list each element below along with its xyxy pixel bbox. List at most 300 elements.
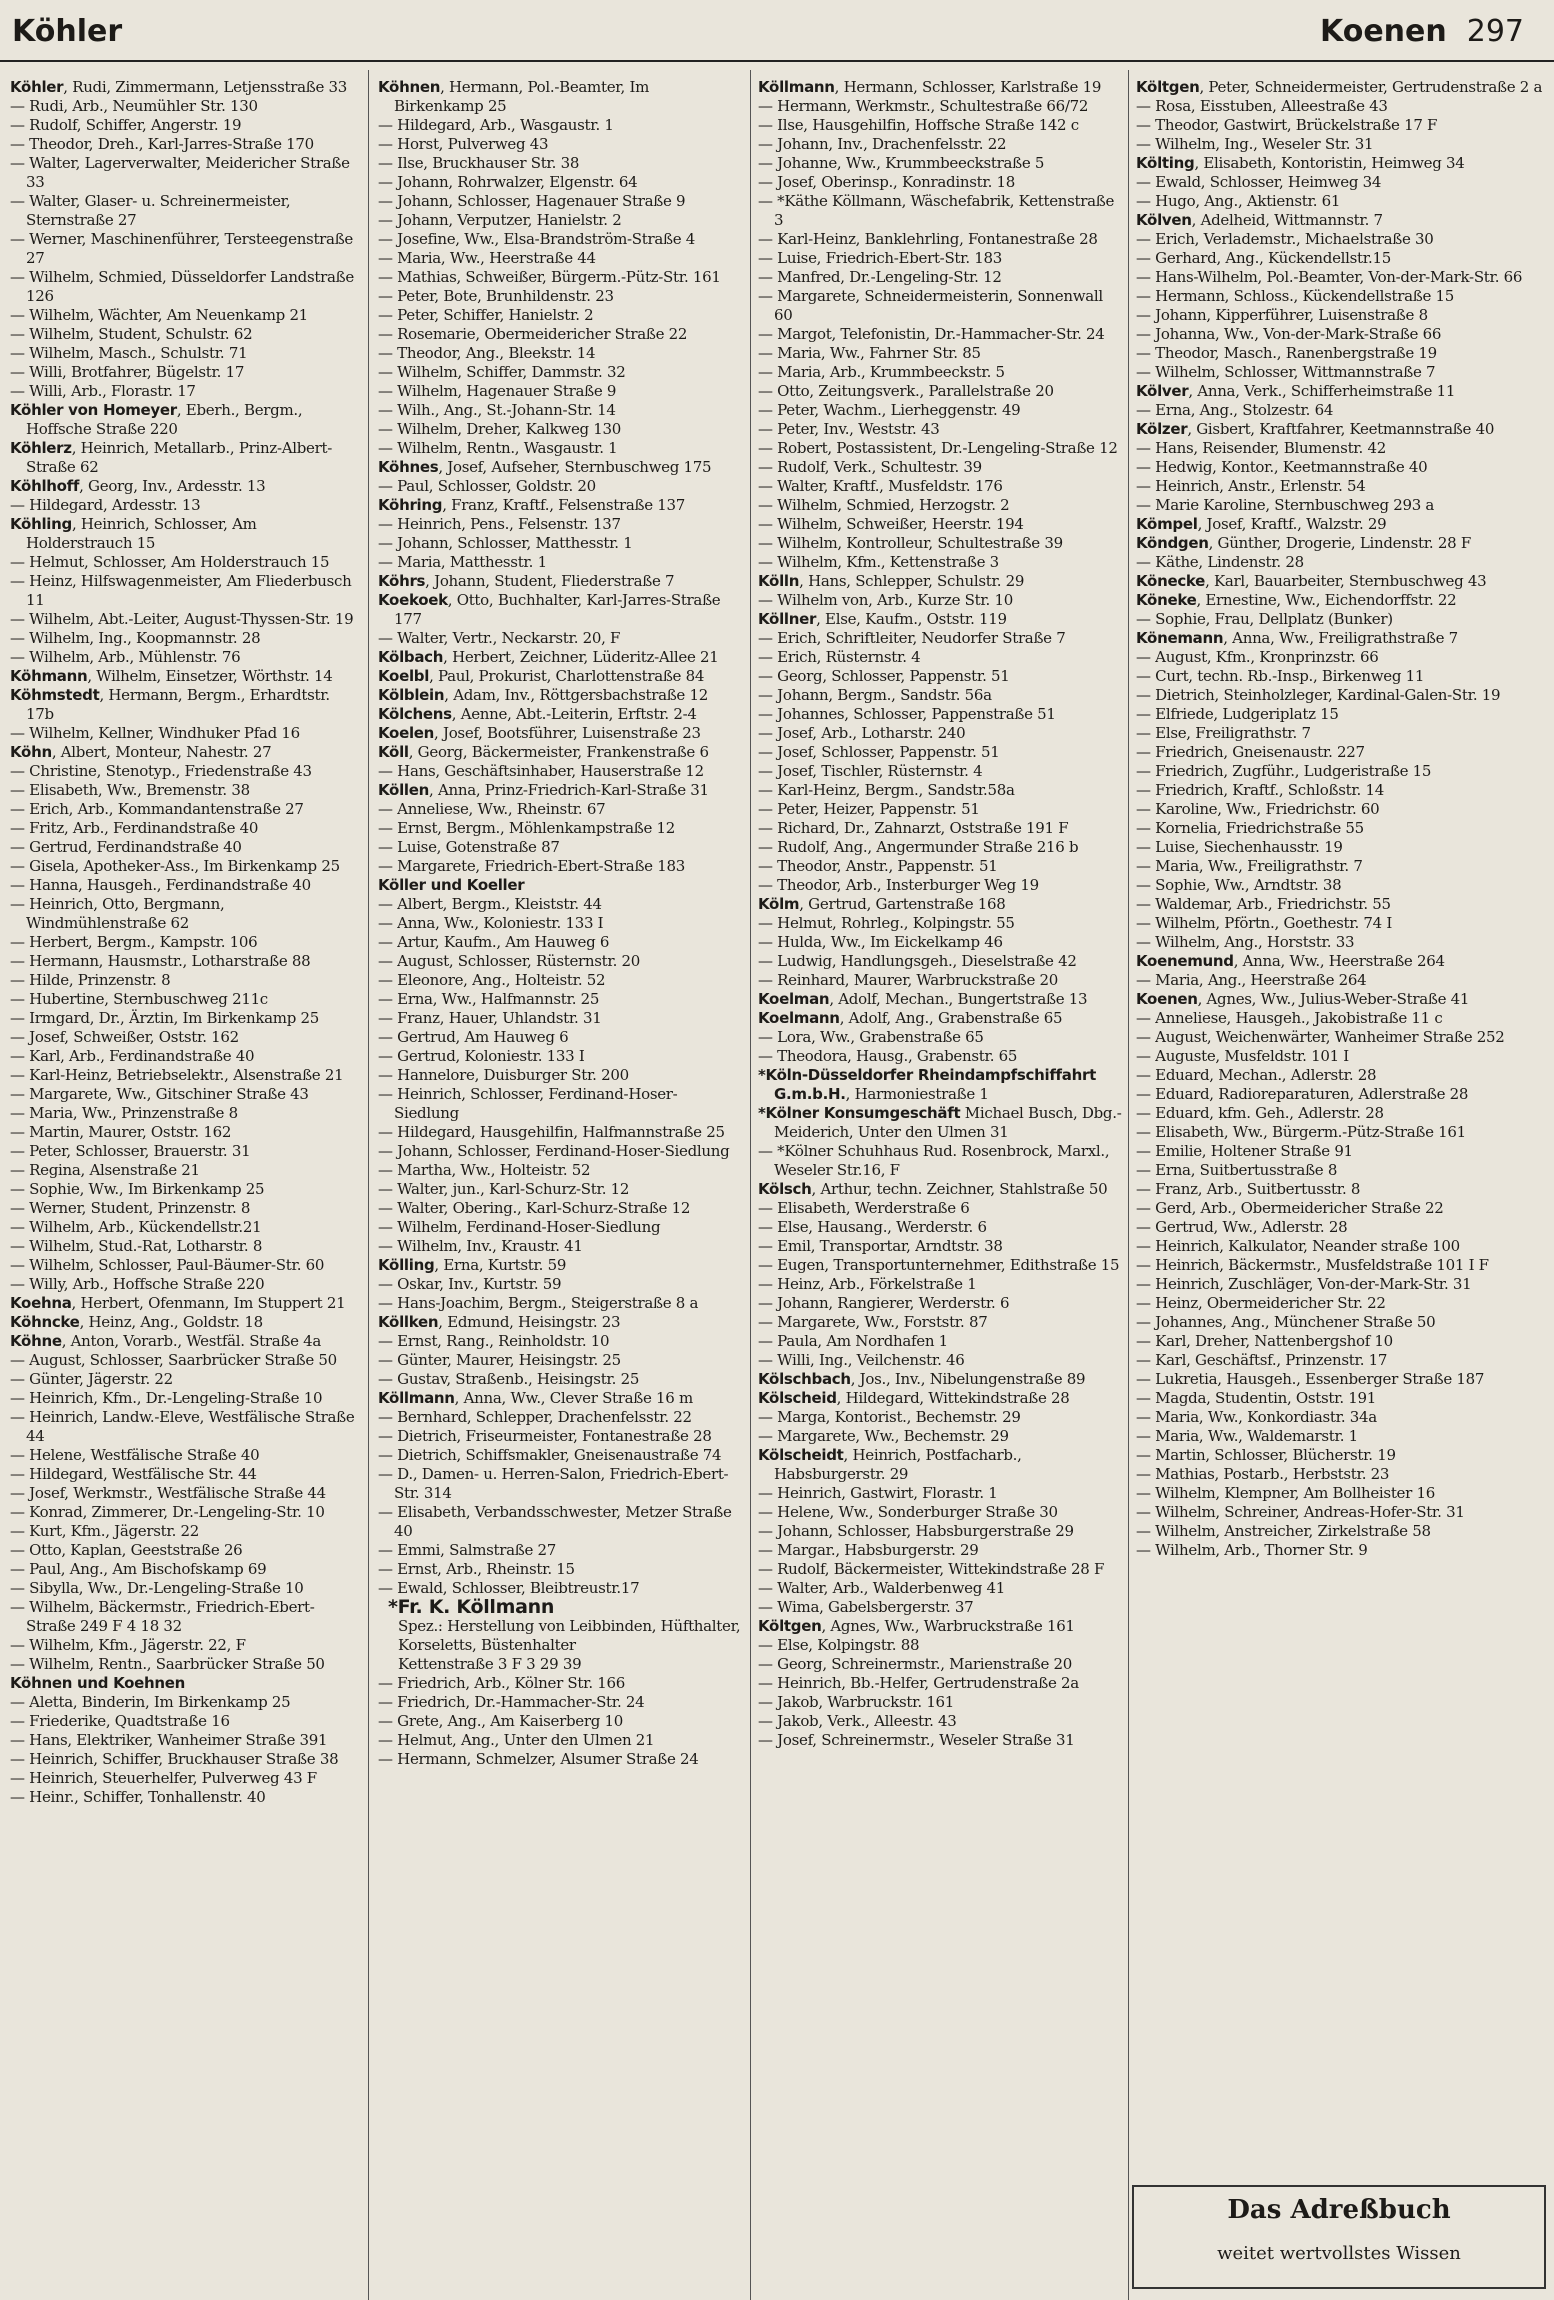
directory-entry: — D., Damen- u. Herren-Salon, Friedrich-Ebert-Str. 314 bbox=[378, 1465, 729, 1502]
directory-entry: — Wilhelm, Kellner, Windhuker Pfad 16 bbox=[10, 724, 300, 742]
directory-entry: — Wilhelm, Schlosser, Wittmannstraße 7 bbox=[1136, 363, 1436, 381]
directory-entry: — August, Schlosser, Rüsternstr. 20 bbox=[378, 952, 641, 970]
directory-entry: — Gisela, Apotheker-Ass., Im Birkenkamp 25 bbox=[10, 857, 340, 875]
directory-entry: — Hans, Reisender, Blumenstr. 42 bbox=[1136, 439, 1386, 457]
directory-entry: — Heinz, Obermeidericher Str. 22 bbox=[1136, 1294, 1386, 1312]
directory-entry: — Walter, Lagerverwalter, Meidericher Straße 33 bbox=[10, 154, 350, 191]
directory-entry: — Theodor, Anstr., Pappenstr. 51 bbox=[758, 857, 998, 875]
directory-entry: — Eleonore, Ang., Holteistr. 52 bbox=[378, 971, 606, 989]
directory-entry: — Martin, Schlosser, Blücherstr. 19 bbox=[1136, 1446, 1396, 1464]
advertisement-entry bbox=[378, 1598, 742, 1674]
directory-entry: — Hermann, Hausmstr., Lotharstraße 88 bbox=[10, 952, 311, 970]
directory-entry: — Josef, Schweißer, Oststr. 162 bbox=[10, 1028, 239, 1046]
column-divider bbox=[750, 70, 751, 2300]
directory-entry: — Albert, Bergm., Kleiststr. 44 bbox=[378, 895, 602, 913]
directory-entry: — Käthe, Lindenstr. 28 bbox=[1136, 553, 1304, 571]
directory-entry: — Gertrud, Ferdinandstraße 40 bbox=[10, 838, 242, 856]
directory-entry: Kölm, Gertrud, Gartenstraße 168 bbox=[758, 895, 1006, 913]
directory-entry: — Hanna, Hausgeh., Ferdinandstraße 40 bbox=[10, 876, 311, 894]
directory-entry: Köhler von Homeyer, Eberh., Bergm., Hoffsche Straße 220 bbox=[10, 401, 303, 438]
directory-entry: — Josefine, Ww., Elsa-Brandström-Straße 4 bbox=[378, 230, 695, 248]
directory-entry: — Hildegard, Westfälische Str. 44 bbox=[10, 1465, 257, 1483]
directory-entry: — Hans-Wilhelm, Pol.-Beamter, Von-der-Mark-Str. 66 bbox=[1136, 268, 1523, 286]
directory-entry: Koenen, Agnes, Ww., Julius-Weber-Straße 41 bbox=[1136, 990, 1470, 1008]
directory-entry: — Josef, Werkmstr., Westfälische Straße 44 bbox=[10, 1484, 326, 1502]
header-right-keyword: Koenen bbox=[1319, 14, 1447, 49]
directory-entry: — Maria, Ww., Freiligrathstr. 7 bbox=[1136, 857, 1363, 875]
directory-entry: — Johann, Inv., Drachenfelsstr. 22 bbox=[758, 135, 1007, 153]
directory-entry: — Wilhelm, Schiffer, Dammstr. 32 bbox=[378, 363, 626, 381]
directory-entry: — Theodor, Masch., Ranenbergstraße 19 bbox=[1136, 344, 1437, 362]
directory-entry: — Wilhelm, Kfm., Jägerstr. 22, F bbox=[10, 1636, 246, 1654]
directory-entry: — Wilhelm, Ferdinand-Hoser-Siedlung bbox=[378, 1218, 661, 1236]
surname: Köneke bbox=[1136, 591, 1197, 609]
surname: Köllen bbox=[378, 781, 430, 799]
directory-entry: — Heinrich, Kfm., Dr.-Lengeling-Straße 10 bbox=[10, 1389, 323, 1407]
directory-entry: — Johanne, Ww., Krummbeeckstraße 5 bbox=[758, 154, 1045, 172]
directory-entry: — Johann, Schlosser, Hagenauer Straße 9 bbox=[378, 192, 686, 210]
directory-entry: — Wilhelm, Pförtn., Goethestr. 74 I bbox=[1136, 914, 1392, 932]
directory-entry: — Jakob, Verk., Alleestr. 43 bbox=[758, 1712, 957, 1730]
directory-entry: — Luise, Gotenstraße 87 bbox=[378, 838, 560, 856]
directory-entry: — Margarete, Friedrich-Ebert-Straße 183 bbox=[378, 857, 685, 875]
directory-entry: — Rosa, Eisstuben, Alleestraße 43 bbox=[1136, 97, 1388, 115]
surname: Köhler bbox=[10, 78, 64, 96]
directory-entry: — Josef, Arb., Lotharstr. 240 bbox=[758, 724, 966, 742]
directory-entry: — Heinr., Schiffer, Tonhallenstr. 40 bbox=[10, 1788, 266, 1806]
surname: Kölzer bbox=[1136, 420, 1188, 438]
section-heading: Köller und Koeller bbox=[378, 876, 525, 894]
surname: Köhlerz bbox=[10, 439, 72, 457]
directory-entry: Koenemund, Anna, Ww., Heerstraße 264 bbox=[1136, 952, 1445, 970]
directory-entry: — Erich, Rüsternstr. 4 bbox=[758, 648, 921, 666]
directory-entry: — Robert, Postassistent, Dr.-Lengeling-Straße 12 bbox=[758, 439, 1118, 457]
directory-entry: — Friedrich, Gneisenaustr. 227 bbox=[1136, 743, 1365, 761]
directory-entry: — Erna, Ww., Halfmannstr. 25 bbox=[378, 990, 600, 1008]
directory-entry: — Wilhelm, Abt.-Leiter, August-Thyssen-Str. 19 bbox=[10, 610, 354, 628]
directory-entry: — Reinhard, Maurer, Warbruckstraße 20 bbox=[758, 971, 1059, 989]
directory-entry: — Johann, Schlosser, Ferdinand-Hoser-Siedlung bbox=[378, 1142, 730, 1160]
surname: Köhne bbox=[10, 1332, 62, 1350]
directory-entry: — Hugo, Ang., Aktienstr. 61 bbox=[1136, 192, 1341, 210]
surname: Köndgen bbox=[1136, 534, 1209, 552]
directory-entry: — Oskar, Inv., Kurtstr. 59 bbox=[378, 1275, 562, 1293]
directory-entry: — Günter, Maurer, Heisingstr. 25 bbox=[378, 1351, 621, 1369]
directory-entry: — Walter, Vertr., Neckarstr. 20, F bbox=[378, 629, 621, 647]
directory-entry: — *Kölner Schuhhaus Rud. Rosenbrock, Marxl., Weseler Str.16, F bbox=[758, 1142, 1110, 1179]
directory-entry: — Aletta, Binderin, Im Birkenkamp 25 bbox=[10, 1693, 291, 1711]
directory-entry: — Ernst, Arb., Rheinstr. 15 bbox=[378, 1560, 575, 1578]
directory-entry: — Ilse, Hausgehilfin, Hoffsche Straße 142 c bbox=[758, 116, 1079, 134]
directory-entry: — Erich, Arb., Kommandantenstraße 27 bbox=[10, 800, 304, 818]
directory-entry: — Peter, Schlosser, Brauerstr. 31 bbox=[10, 1142, 251, 1160]
directory-entry: — Helmut, Schlosser, Am Holderstrauch 15 bbox=[10, 553, 330, 571]
directory-entry: — Margarete, Ww., Gitschiner Straße 43 bbox=[10, 1085, 309, 1103]
directory-entry: — Walter, jun., Karl-Schurz-Str. 12 bbox=[378, 1180, 630, 1198]
directory-entry: — Elisabeth, Ww., Bürgerm.-Pütz-Straße 161 bbox=[1136, 1123, 1466, 1141]
directory-entry: — Hermann, Schmelzer, Alsumer Straße 24 bbox=[378, 1750, 699, 1768]
directory-entry: — Rudolf, Ang., Angermunder Straße 216 b bbox=[758, 838, 1079, 856]
directory-entry: — Wilhelm, Schweißer, Heerstr. 194 bbox=[758, 515, 1024, 533]
surname: Köhncke bbox=[10, 1313, 80, 1331]
directory-entry: — Heinrich, Anstr., Erlenstr. 54 bbox=[1136, 477, 1366, 495]
directory-entry: — Karl-Heinz, Banklehrling, Fontanestraße 28 bbox=[758, 230, 1098, 248]
surname: Koelman bbox=[758, 990, 830, 1008]
directory-entry: — Anna, Ww., Koloniestr. 133 I bbox=[378, 914, 604, 932]
directory-entry: — Friedrich, Kraftf., Schloßstr. 14 bbox=[1136, 781, 1384, 799]
directory-entry: — Wima, Gabelsbergerstr. 37 bbox=[758, 1598, 974, 1616]
directory-entry: — Manfred, Dr.-Lengeling-Str. 12 bbox=[758, 268, 1002, 286]
directory-entry: — Gertrud, Am Hauweg 6 bbox=[378, 1028, 569, 1046]
promo-title: Das Adreßbuch bbox=[1227, 2195, 1451, 2225]
directory-entry: — Magda, Studentin, Oststr. 191 bbox=[1136, 1389, 1377, 1407]
surname: Kölven bbox=[1136, 211, 1192, 229]
directory-entry: — Hildegard, Arb., Wasgaustr. 1 bbox=[378, 116, 614, 134]
directory-entry: Kölblein, Adam, Inv., Röttgersbachstraße 12 bbox=[378, 686, 708, 704]
directory-entry: — Wilh., Ang., St.-Johann-Str. 14 bbox=[378, 401, 616, 419]
surname: Kölscheidt bbox=[758, 1446, 844, 1464]
directory-entry: — Ilse, Bruckhauser Str. 38 bbox=[378, 154, 580, 172]
surname: *Köln-Düsseldorfer Rheindampfschiffahrt G.m.b.H. bbox=[758, 1066, 1096, 1103]
directory-entry: — Hubertine, Sternbuschweg 211c bbox=[10, 990, 268, 1008]
directory-entry: — Wilhelm, Student, Schulstr. 62 bbox=[10, 325, 253, 343]
directory-entry: — Wilhelm, Bäckermstr., Friedrich-Ebert-Straße 249 F 4 18 32 bbox=[10, 1598, 315, 1635]
directory-entry: — Marie Karoline, Sternbuschweg 293 a bbox=[1136, 496, 1435, 514]
surname: Köhling bbox=[10, 515, 72, 533]
directory-entry: — Heinrich, Schlosser, Ferdinand-Hoser-Siedlung bbox=[378, 1085, 678, 1122]
directory-entry: — Rudolf, Verk., Schultestr. 39 bbox=[758, 458, 982, 476]
directory-entry: — Else, Hausang., Werderstr. 6 bbox=[758, 1218, 987, 1236]
directory-entry: — Ewald, Schlosser, Heimweg 34 bbox=[1136, 173, 1382, 191]
directory-entry: — Rudolf, Bäckermeister, Wittekindstraße 28 F bbox=[758, 1560, 1105, 1578]
directory-entry: — Erich, Schriftleiter, Neudorfer Straße 7 bbox=[758, 629, 1066, 647]
directory-entry: — Dietrich, Steinholzleger, Kardinal-Galen-Str. 19 bbox=[1136, 686, 1501, 704]
directory-entry: — Helene, Ww., Sonderburger Straße 30 bbox=[758, 1503, 1058, 1521]
section-heading: Köhnen und Koehnen bbox=[10, 1674, 186, 1692]
directory-entry: Kölven, Adelheid, Wittmannstr. 7 bbox=[1136, 211, 1383, 229]
directory-entry: — Johann, Verputzer, Hanielstr. 2 bbox=[378, 211, 622, 229]
directory-entry: — Martin, Maurer, Oststr. 162 bbox=[10, 1123, 232, 1141]
directory-entry: — Otto, Zeitungsverk., Parallelstraße 20 bbox=[758, 382, 1054, 400]
directory-entry: — Auguste, Musfeldstr. 101 I bbox=[1136, 1047, 1349, 1065]
directory-entry: — Walter, Kraftf., Musfeldstr. 176 bbox=[758, 477, 1003, 495]
directory-entry: — Lora, Ww., Grabenstraße 65 bbox=[758, 1028, 984, 1046]
surname: Köhrs bbox=[378, 572, 426, 590]
directory-entry: — Theodor, Gastwirt, Brückelstraße 17 F bbox=[1136, 116, 1438, 134]
directory-entry: — Johann, Kipperführer, Luisenstraße 8 bbox=[1136, 306, 1428, 324]
page-header bbox=[0, 0, 1554, 62]
directory-entry: — Wilhelm, Dreher, Kalkweg 130 bbox=[378, 420, 622, 438]
directory-entry: — Hermann, Werkmstr., Schultestraße 66/72 bbox=[758, 97, 1089, 115]
directory-entry: — Johannes, Schlosser, Pappenstraße 51 bbox=[758, 705, 1056, 723]
directory-entry: Köhnes, Josef, Aufseher, Sternbuschweg 175 bbox=[378, 458, 712, 476]
directory-entry: Köhring, Franz, Kraftf., Felsenstraße 137 bbox=[378, 496, 686, 514]
surname: Kölchens bbox=[378, 705, 452, 723]
directory-entry: — Kornelia, Friedrichstraße 55 bbox=[1136, 819, 1364, 837]
directory-entry: — August, Schlosser, Saarbrücker Straße 50 bbox=[10, 1351, 337, 1369]
directory-entry: — Luise, Siechenhausstr. 19 bbox=[1136, 838, 1343, 856]
directory-entry: Köhncke, Heinz, Ang., Goldstr. 18 bbox=[10, 1313, 263, 1331]
surname: Koekoek bbox=[378, 591, 448, 609]
directory-entry: — Richard, Dr., Zahnarzt, Oststraße 191 F bbox=[758, 819, 1069, 837]
column-divider bbox=[1128, 70, 1129, 2300]
directory-entry: — Lukretia, Hausgeh., Essenberger Straße 187 bbox=[1136, 1370, 1485, 1388]
directory-entry: Köndgen, Günther, Drogerie, Lindenstr. 28 F bbox=[1136, 534, 1471, 552]
directory-entry: *Kölner Konsumgeschäft Michael Busch, Dbg.-Meiderich, Unter den Ulmen 31 bbox=[758, 1104, 1122, 1141]
directory-entry: — Wilhelm, Arb., Mühlenstr. 76 bbox=[10, 648, 241, 666]
directory-entry: — Margarete, Schneidermeisterin, Sonnenwall 60 bbox=[758, 287, 1103, 324]
directory-entry: — Jakob, Warbruckstr. 161 bbox=[758, 1693, 955, 1711]
directory-entry: — Hans-Joachim, Bergm., Steigerstraße 8 a bbox=[378, 1294, 699, 1312]
directory-entry: — Ernst, Bergm., Möhlenkampstraße 12 bbox=[378, 819, 676, 837]
directory-entry: — Horst, Pulverweg 43 bbox=[378, 135, 549, 153]
directory-entry: — Karl, Geschäftsf., Prinzenstr. 17 bbox=[1136, 1351, 1388, 1369]
advertisement-title: *Fr. K. Köllmann bbox=[388, 1596, 555, 1618]
directory-entry: — Mathias, Schweißer, Bürgerm.-Pütz-Str. 161 bbox=[378, 268, 721, 286]
directory-entry: — Maria, Ww., Waldemarstr. 1 bbox=[1136, 1427, 1358, 1445]
header-right bbox=[1320, 14, 1524, 49]
directory-entry: — Johann, Schlosser, Habsburgerstraße 29 bbox=[758, 1522, 1074, 1540]
advertisement-line: Kettenstraße 3 F 3 29 39 bbox=[398, 1655, 582, 1673]
advertisement-line: Spez.: Herstellung von Leibbinden, Hüfthalter, Korseletts, Büstenhalter bbox=[398, 1617, 741, 1654]
directory-entry: — Paul, Ang., Am Bischofskamp 69 bbox=[10, 1560, 267, 1578]
directory-entry: — Hildegard, Ardesstr. 13 bbox=[10, 496, 201, 514]
directory-entry: — Hans, Elektriker, Wanheimer Straße 391 bbox=[10, 1731, 328, 1749]
surname: Köhn bbox=[10, 743, 52, 761]
directory-entry: Köllen, Anna, Prinz-Friedrich-Karl-Straße 31 bbox=[378, 781, 709, 799]
directory-entry: *Köln-Düsseldorfer Rheindampfschiffahrt G.m.b.H., Harmoniestraße 1 bbox=[758, 1066, 1096, 1103]
surname: Kölscheid bbox=[758, 1389, 837, 1407]
surname: Koelmann bbox=[758, 1009, 840, 1027]
directory-entry: — Margot, Telefonistin, Dr.-Hammacher-Str. 24 bbox=[758, 325, 1105, 343]
directory-entry: — Karl, Arb., Ferdinandstraße 40 bbox=[10, 1047, 255, 1065]
directory-entry: — Theodor, Dreh., Karl-Jarres-Straße 170 bbox=[10, 135, 314, 153]
surname: Köhlhoff bbox=[10, 477, 80, 495]
directory-entry: — Erna, Suitbertusstraße 8 bbox=[1136, 1161, 1338, 1179]
directory-entry: — Wilhelm, Stud.-Rat, Lotharstr. 8 bbox=[10, 1237, 263, 1255]
directory-entry: — Theodor, Arb., Insterburger Weg 19 bbox=[758, 876, 1039, 894]
directory-entry: Köhmann, Wilhelm, Einsetzer, Wörthstr. 14 bbox=[10, 667, 333, 685]
directory-entry: Köhnen, Hermann, Pol.-Beamter, Im Birkenkamp 25 bbox=[378, 78, 649, 115]
directory-entry: — Theodora, Hausg., Grabenstr. 65 bbox=[758, 1047, 1018, 1065]
directory-entry: — Karl, Dreher, Nattenbergshof 10 bbox=[1136, 1332, 1393, 1350]
surname: Költing bbox=[1136, 154, 1195, 172]
column-divider bbox=[368, 70, 369, 2300]
directory-entry: — Peter, Heizer, Pappenstr. 51 bbox=[758, 800, 980, 818]
directory-entry: — Sophie, Frau, Dellplatz (Bunker) bbox=[1136, 610, 1393, 628]
directory-entry: — Luise, Friedrich-Ebert-Str. 183 bbox=[758, 249, 1003, 267]
directory-entry: — Willi, Ing., Veilchenstr. 46 bbox=[758, 1351, 965, 1369]
directory-entry: — Johann, Bergm., Sandstr. 56a bbox=[758, 686, 992, 704]
directory-entry: — Ernst, Rang., Reinholdstr. 10 bbox=[378, 1332, 610, 1350]
directory-entry: — Dietrich, Schiffsmakler, Gneisenaustraße 74 bbox=[378, 1446, 722, 1464]
directory-entry: — Margarete, Ww., Forststr. 87 bbox=[758, 1313, 988, 1331]
directory-entry: Kölver, Anna, Verk., Schifferheimstraße 11 bbox=[1136, 382, 1456, 400]
directory-entry: — Gertrud, Koloniestr. 133 I bbox=[378, 1047, 585, 1065]
directory-entry: — Regina, Alsenstraße 21 bbox=[10, 1161, 200, 1179]
directory-entry: Koehna, Herbert, Ofenmann, Im Stuppert 21 bbox=[10, 1294, 346, 1312]
directory-entry: — Heinrich, Steuerhelfer, Pulverweg 43 F bbox=[10, 1769, 317, 1787]
directory-entry: — Johann, Schlosser, Matthesstr. 1 bbox=[378, 534, 633, 552]
directory-entry: — Konrad, Zimmerer, Dr.-Lengeling-Str. 10 bbox=[10, 1503, 325, 1521]
directory-entry: — Heinrich, Pens., Felsenstr. 137 bbox=[378, 515, 621, 533]
directory-entry: Köhler, Rudi, Zimmermann, Letjensstraße 33 bbox=[10, 78, 347, 96]
directory-entry: Költgen, Agnes, Ww., Warbruckstraße 161 bbox=[758, 1617, 1075, 1635]
directory-entry: Költgen, Peter, Schneidermeister, Gertrudenstraße 2 a bbox=[1136, 78, 1543, 96]
directory-entry: — Eduard, Mechan., Adlerstr. 28 bbox=[1136, 1066, 1377, 1084]
directory-entry: — Johann, Rangierer, Werderstr. 6 bbox=[758, 1294, 1010, 1312]
directory-entry: — Helmut, Ang., Unter den Ulmen 21 bbox=[378, 1731, 655, 1749]
surname: Köhnes bbox=[378, 458, 439, 476]
directory-entry: — Helene, Westfälische Straße 40 bbox=[10, 1446, 260, 1464]
directory-entry: — Wilhelm, Ing., Koopmannstr. 28 bbox=[10, 629, 261, 647]
directory-entry: — Erna, Ang., Stolzestr. 64 bbox=[1136, 401, 1334, 419]
directory-entry: Kölchens, Aenne, Abt.-Leiterin, Erftstr. 2-4 bbox=[378, 705, 697, 723]
directory-entry: — Heinz, Hilfswagenmeister, Am Fliederbusch 11 bbox=[10, 572, 352, 609]
directory-entry: — Maria, Ww., Heerstraße 44 bbox=[378, 249, 596, 267]
directory-entry: — Emmi, Salmstraße 27 bbox=[378, 1541, 557, 1559]
directory-entry: — Walter, Glaser- u. Schreinermeister, Sternstraße 27 bbox=[10, 192, 291, 229]
directory-entry: Költing, Elisabeth, Kontoristin, Heimweg 34 bbox=[1136, 154, 1465, 172]
directory-entry: — Josef, Oberinsp., Konradinstr. 18 bbox=[758, 173, 1015, 191]
directory-entry: Kölscheidt, Heinrich, Postfacharb., Habsburgerstr. 29 bbox=[758, 1446, 1022, 1483]
directory-entry: — Maria, Ww., Fahrner Str. 85 bbox=[758, 344, 981, 362]
surname: *Kölner Konsumgeschäft bbox=[758, 1104, 961, 1122]
directory-entry: — Wilhelm, Rentn., Saarbrücker Straße 50 bbox=[10, 1655, 325, 1673]
surname: Köhler von Homeyer bbox=[10, 401, 177, 419]
directory-entry: — Maria, Arb., Krummbeeckstr. 5 bbox=[758, 363, 1005, 381]
directory-entry: — Helmut, Rohrleg., Kolpingstr. 55 bbox=[758, 914, 1015, 932]
directory-entry: — Eduard, Radioreparaturen, Adlerstraße 28 bbox=[1136, 1085, 1469, 1103]
directory-entry: — Christine, Stenotyp., Friedenstraße 43 bbox=[10, 762, 312, 780]
directory-entry: Könecke, Karl, Bauarbeiter, Sternbuschweg 43 bbox=[1136, 572, 1487, 590]
directory-entry: — Werner, Student, Prinzenstr. 8 bbox=[10, 1199, 251, 1217]
directory-entry: — Josef, Tischler, Rüsternstr. 4 bbox=[758, 762, 983, 780]
directory-entry: — Wilhelm, Masch., Schulstr. 71 bbox=[10, 344, 248, 362]
directory-entry: — Heinrich, Bb.-Helfer, Gertrudenstraße 2a bbox=[758, 1674, 1079, 1692]
directory-entry: — Heinrich, Landw.-Eleve, Westfälische Straße 44 bbox=[10, 1408, 355, 1445]
directory-entry: — Erich, Verlademstr., Michaelstraße 30 bbox=[1136, 230, 1434, 248]
directory-entry: — Theodor, Ang., Bleekstr. 14 bbox=[378, 344, 596, 362]
directory-entry: Köhlhoff, Georg, Inv., Ardesstr. 13 bbox=[10, 477, 266, 495]
surname: Kölling bbox=[378, 1256, 435, 1274]
surname: Koehna bbox=[10, 1294, 72, 1312]
directory-entry: — Wilhelm, Kontrolleur, Schultestraße 39 bbox=[758, 534, 1063, 552]
surname: Kölschbach bbox=[758, 1370, 851, 1388]
directory-entry: — Wilhelm, Anstreicher, Zirkelstraße 58 bbox=[1136, 1522, 1431, 1540]
surname: Költgen bbox=[1136, 78, 1200, 96]
surname: Koenen bbox=[1136, 990, 1198, 1008]
surname: Köllken bbox=[378, 1313, 439, 1331]
directory-entry: — Mathias, Postarb., Herbststr. 23 bbox=[1136, 1465, 1390, 1483]
directory-entry: — Hannelore, Duisburger Str. 200 bbox=[378, 1066, 629, 1084]
directory-entry: — August, Kfm., Kronprinzstr. 66 bbox=[1136, 648, 1379, 666]
directory-entry: — Georg, Schreinermstr., Marienstraße 20 bbox=[758, 1655, 1073, 1673]
directory-entry: — Ewald, Schlosser, Bleibtreustr.17 bbox=[378, 1579, 640, 1597]
directory-entry: — Hulda, Ww., Im Eickelkamp 46 bbox=[758, 933, 1003, 951]
directory-entry: — Wilhelm, Inv., Kraustr. 41 bbox=[378, 1237, 583, 1255]
directory-entry: — Georg, Schlosser, Pappenstr. 51 bbox=[758, 667, 1010, 685]
surname: Köllmann bbox=[378, 1389, 455, 1407]
directory-entry: Koelman, Adolf, Mechan., Bungertstraße 13 bbox=[758, 990, 1088, 1008]
header-left-keyword: Köhler bbox=[12, 14, 123, 49]
surname: Köllner bbox=[758, 610, 817, 628]
surname: Köhmann bbox=[10, 667, 88, 685]
directory-entry: — Gerhard, Ang., Kückendellstr.15 bbox=[1136, 249, 1391, 267]
directory-entry: — Rudolf, Schiffer, Angerstr. 19 bbox=[10, 116, 242, 134]
directory-entry: — Hermann, Schloss., Kückendellstraße 15 bbox=[1136, 287, 1455, 305]
directory-entry: — Peter, Wachm., Lierheggenstr. 49 bbox=[758, 401, 1021, 419]
directory-entry: Kölscheid, Hildegard, Wittekindstraße 28 bbox=[758, 1389, 1070, 1407]
column-2 bbox=[378, 78, 742, 1769]
directory-entry: — Willi, Brotfahrer, Bügelstr. 17 bbox=[10, 363, 245, 381]
directory-entry: — Karoline, Ww., Friedrichstr. 60 bbox=[1136, 800, 1380, 818]
directory-entry: — Friedrich, Zugführ., Ludgeristraße 15 bbox=[1136, 762, 1432, 780]
directory-entry: — Marga, Kontorist., Bechemstr. 29 bbox=[758, 1408, 1021, 1426]
surname: Köhring bbox=[378, 496, 443, 514]
directory-entry: — Wilhelm, Ang., Horststr. 33 bbox=[1136, 933, 1355, 951]
directory-entry: — Wilhelm, Schlosser, Paul-Bäumer-Str. 60 bbox=[10, 1256, 325, 1274]
directory-entry: — Heinrich, Gastwirt, Florastr. 1 bbox=[758, 1484, 998, 1502]
directory-entry: — Peter, Bote, Brunhildenstr. 23 bbox=[378, 287, 614, 305]
directory-entry: — Hildegard, Hausgehilfin, Halfmannstraße 25 bbox=[378, 1123, 725, 1141]
directory-entry: — Walter, Arb., Walderbenweg 41 bbox=[758, 1579, 1006, 1597]
directory-entry: — Heinrich, Zuschläger, Von-der-Mark-Str. 31 bbox=[1136, 1275, 1472, 1293]
directory-entry: — Johannes, Ang., Münchener Straße 50 bbox=[1136, 1313, 1436, 1331]
directory-entry: — Anneliese, Hausgeh., Jakobistraße 11 c bbox=[1136, 1009, 1443, 1027]
directory-entry: — Maria, Matthesstr. 1 bbox=[378, 553, 547, 571]
directory-entry: — Friedrich, Arb., Kölner Str. 166 bbox=[378, 1674, 625, 1692]
directory-entry: — Elisabeth, Werderstraße 6 bbox=[758, 1199, 970, 1217]
directory-entry: Köhne, Anton, Vorarb., Westfäl. Straße 4a bbox=[10, 1332, 322, 1350]
surname: Köll bbox=[378, 743, 409, 761]
directory-entry: — Karl-Heinz, Bergm., Sandstr.58a bbox=[758, 781, 1015, 799]
directory-entry: — Irmgard, Dr., Ärztin, Im Birkenkamp 25 bbox=[10, 1009, 319, 1027]
directory-entry: — Emilie, Holtener Straße 91 bbox=[1136, 1142, 1353, 1160]
directory-entry: Köll, Georg, Bäckermeister, Frankenstraße 6 bbox=[378, 743, 709, 761]
directory-entry: Köhrs, Johann, Student, Fliederstraße 7 bbox=[378, 572, 675, 590]
directory-entry: — Kurt, Kfm., Jägerstr. 22 bbox=[10, 1522, 200, 1540]
directory-entry: — Hedwig, Kontor., Keetmannstraße 40 bbox=[1136, 458, 1428, 476]
directory-entry: Köllmann, Hermann, Schlosser, Karlstraße 19 bbox=[758, 78, 1102, 96]
directory-entry: — Johann, Rohrwalzer, Elgenstr. 64 bbox=[378, 173, 638, 191]
directory-entry: Koelmann, Adolf, Ang., Grabenstraße 65 bbox=[758, 1009, 1063, 1027]
directory-entry: — Grete, Ang., Am Kaiserberg 10 bbox=[378, 1712, 623, 1730]
directory-entry: — Bernhard, Schlepper, Drachenfelsstr. 22 bbox=[378, 1408, 692, 1426]
directory-entry: — Josef, Schlosser, Pappenstr. 51 bbox=[758, 743, 1000, 761]
directory-entry: Kölling, Erna, Kurtstr. 59 bbox=[378, 1256, 567, 1274]
directory-entry: — Else, Freiligrathstr. 7 bbox=[1136, 724, 1311, 742]
directory-entry: — Karl-Heinz, Betriebselektr., Alsenstraße 21 bbox=[10, 1066, 344, 1084]
directory-entry: — Peter, Inv., Weststr. 43 bbox=[758, 420, 940, 438]
directory-entry: — Paul, Schlosser, Goldstr. 20 bbox=[378, 477, 596, 495]
directory-entry: Koekoek, Otto, Buchhalter, Karl-Jarres-Straße 177 bbox=[378, 591, 721, 628]
directory-entry: — Sophie, Ww., Arndtstr. 38 bbox=[1136, 876, 1342, 894]
directory-entry: — Wilhelm, Arb., Thorner Str. 9 bbox=[1136, 1541, 1368, 1559]
directory-entry: — Gustav, Straßenb., Heisingstr. 25 bbox=[378, 1370, 640, 1388]
directory-entry: Köhlerz, Heinrich, Metallarb., Prinz-Albert-Straße 62 bbox=[10, 439, 332, 476]
directory-entry: — Wilhelm, Ing., Weseler Str. 31 bbox=[1136, 135, 1374, 153]
directory-entry: Koelbl, Paul, Prokurist, Charlottenstraße 84 bbox=[378, 667, 705, 685]
directory-entry: — Johanna, Ww., Von-der-Mark-Straße 66 bbox=[1136, 325, 1442, 343]
promo-subtitle: weitet wertvollstes Wissen bbox=[1217, 2243, 1461, 2264]
directory-entry: — Maria, Ang., Heerstraße 264 bbox=[1136, 971, 1367, 989]
directory-entry: — Franz, Hauer, Uhlandstr. 31 bbox=[378, 1009, 602, 1027]
directory-entry: — Sibylla, Ww., Dr.-Lengeling-Straße 10 bbox=[10, 1579, 304, 1597]
surname: Könecke bbox=[1136, 572, 1206, 590]
directory-entry: — Margarete, Ww., Bechemstr. 29 bbox=[758, 1427, 1009, 1445]
column-3 bbox=[758, 78, 1122, 1750]
